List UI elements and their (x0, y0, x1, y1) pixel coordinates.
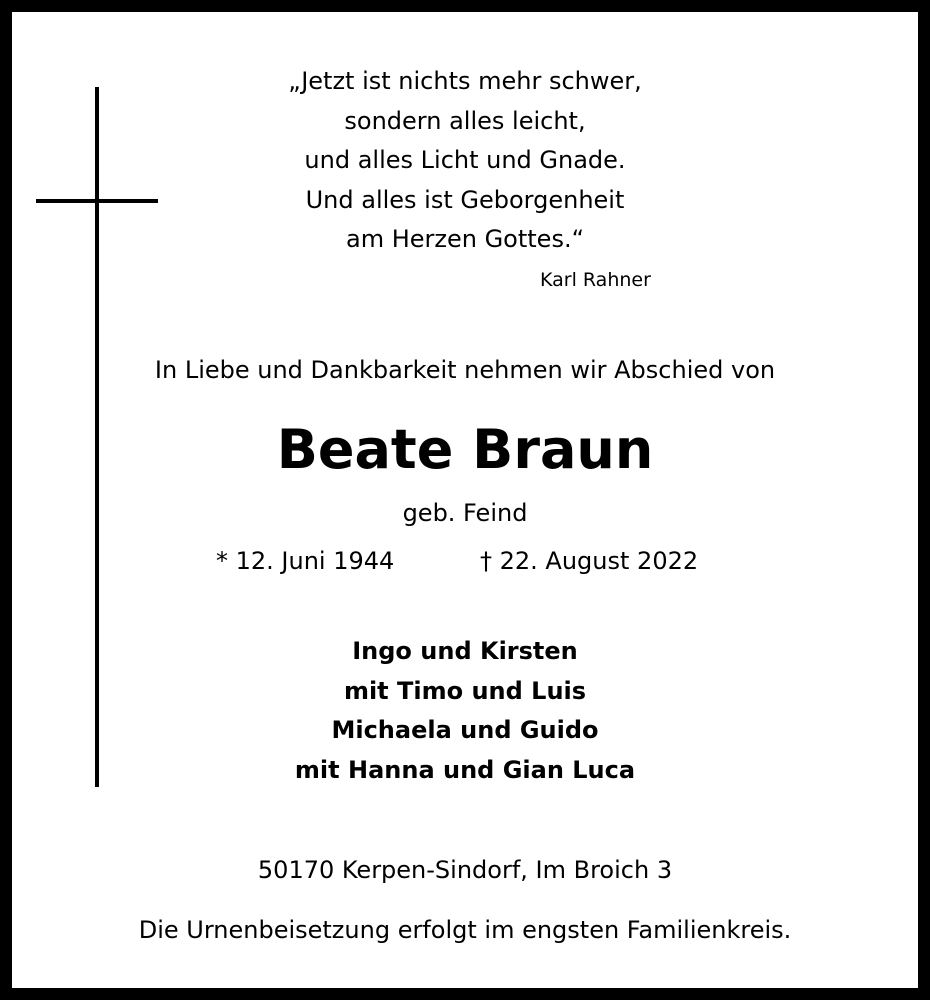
farewell-intro: In Liebe und Dankbarkeit nehmen wir Abschied von (154, 356, 776, 384)
mourner-line: mit Hanna und Gian Luca (294, 756, 636, 784)
deceased-name: Beate Braun (276, 418, 654, 481)
quote-line: Und alles ist Geborgenheit (305, 186, 625, 214)
mourner-line: Michaela und Guido (331, 716, 599, 744)
quote-line: und alles Licht und Gnade. (304, 146, 626, 174)
maiden-name: geb. Feind (402, 499, 528, 527)
quote-line: „Jetzt ist nichts mehr schwer, (288, 67, 642, 95)
quote-line: sondern alles leicht, (344, 107, 586, 135)
burial-note: Die Urnenbeisetzung erfolgt im engsten Familienkreis. (138, 916, 792, 944)
birth-date: * 12. Juni 1944 (216, 547, 395, 575)
mourner-line: mit Timo und Luis (343, 677, 587, 705)
quote-line: am Herzen Gottes.“ (345, 225, 585, 253)
mourner-line: Ingo und Kirsten (352, 637, 578, 665)
quote-author: Karl Rahner (540, 269, 651, 291)
death-date: † 22. August 2022 (480, 547, 699, 575)
address: 50170 Kerpen-Sindorf, Im Broich 3 (257, 856, 673, 884)
